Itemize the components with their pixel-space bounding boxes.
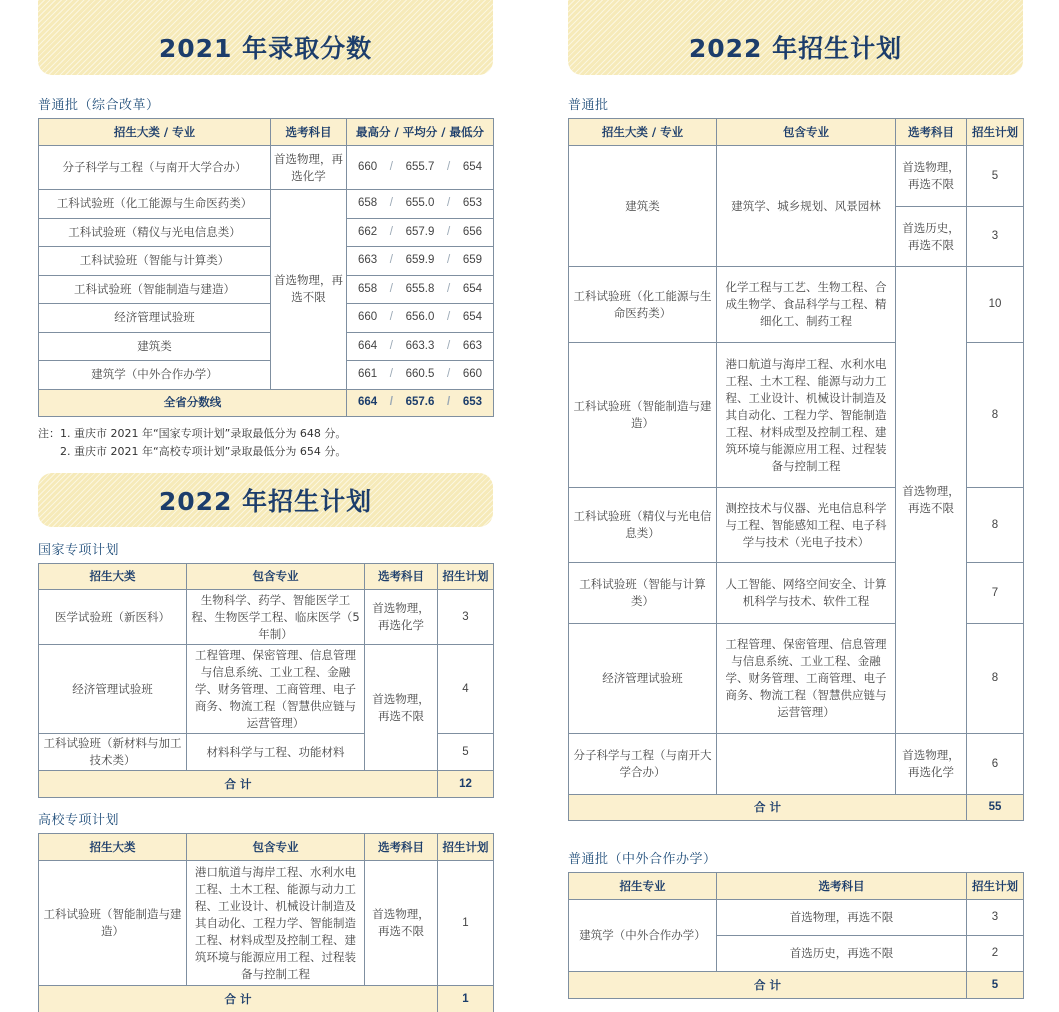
- header-subject: 选考科目: [365, 564, 438, 590]
- category-name: 工科试验班（精仪与光电信息类）: [39, 218, 271, 247]
- total-row: [569, 972, 1024, 999]
- included-majors: 港口航道与海岸工程、水利水电工程、土木工程、能源与动力工程、工业设计、机械设计制造及其自动化、工程力学、智能制造工程、材料成型及控制工程、建筑环境与能源应用工程、过程装备与控制工程: [717, 343, 896, 488]
- avg-score: 656.0: [405, 311, 435, 324]
- category-name: 工科试验班（新材料与加工技术类）: [39, 734, 187, 771]
- plan-count: 3: [967, 207, 1024, 267]
- banner-2022-plan: [38, 473, 493, 527]
- subject-requirement: 首选物理，再选不限: [365, 861, 438, 986]
- plan-count: 10: [967, 267, 1024, 343]
- separator: /: [447, 225, 451, 238]
- table-row: [39, 190, 494, 219]
- subject-requirement: 首选物理，再选不限: [717, 900, 967, 936]
- total-label: 合 计: [569, 972, 967, 999]
- separator: /: [447, 396, 451, 408]
- separator: /: [389, 197, 393, 210]
- included-majors: 人工智能、网络空间安全、计算机科学与技术、软件工程: [717, 563, 896, 624]
- total-row: [569, 795, 1024, 821]
- included-majors: 建筑学、城乡规划、风景园林: [717, 146, 896, 267]
- total-plan: 5: [967, 972, 1024, 999]
- regular-plan-table: [568, 118, 1024, 821]
- score-cell: [347, 332, 494, 361]
- separator: /: [389, 225, 393, 238]
- avg-score: 659.9: [405, 254, 435, 267]
- plan-count: 7: [967, 563, 1024, 624]
- avg-score: 655.8: [405, 282, 435, 295]
- section-label-regular-batch: 普通批: [568, 98, 609, 113]
- total-label: 合 计: [569, 795, 967, 821]
- category-name: 工科试验班（智能制造与建造）: [569, 343, 717, 488]
- sino-foreign-plan-table: [568, 872, 1024, 999]
- category-name: 工科试验班（化工能源与生命医药类）: [569, 267, 717, 343]
- min-score: 656: [462, 225, 482, 238]
- max-score: 664: [358, 396, 378, 408]
- plan-count: 8: [967, 343, 1024, 488]
- total-label: 合 计: [39, 771, 438, 798]
- plan-count: 5: [438, 734, 494, 771]
- header-subject: 选考科目: [896, 119, 967, 146]
- category-name: 建筑类: [569, 146, 717, 267]
- table-header-row: [569, 873, 1024, 900]
- included-majors: [717, 734, 896, 795]
- min-score: 654: [462, 161, 482, 173]
- score-cell: [347, 218, 494, 247]
- subject-requirement: 首选物理，再选化学: [896, 734, 967, 795]
- separator: /: [389, 254, 393, 267]
- category-name: 经济管理试验班: [569, 624, 717, 734]
- category-name: 工科试验班（化工能源与生命医药类）: [39, 190, 271, 219]
- separator: /: [447, 254, 451, 267]
- included-majors: 生物科学、药学、智能医学工程、生物医学工程、临床医学（5 年制）: [187, 590, 365, 645]
- category-name: 工科试验班（智能与计算类）: [569, 563, 717, 624]
- header-majors: 包含专业: [187, 564, 365, 590]
- section-label-sino-foreign: 普通批（中外合作办学）: [568, 852, 717, 867]
- header-plan: 招生计划: [438, 564, 494, 590]
- banner-2022-plan: [568, 0, 1023, 75]
- header-plan: 招生计划: [438, 834, 494, 861]
- category-name: 工科试验班（智能制造与建造）: [39, 275, 271, 304]
- max-score: 661: [358, 368, 378, 381]
- avg-score: 655.0: [405, 197, 435, 210]
- subject-requirement: 首选历史，再选不限: [717, 936, 967, 972]
- category-name: 工科试验班（智能与计算类）: [39, 247, 271, 276]
- plan-count: 8: [967, 624, 1024, 734]
- max-score: 664: [358, 339, 378, 352]
- avg-score: 655.7: [405, 161, 435, 173]
- table-row: [39, 218, 494, 247]
- category-name: 经济管理试验班: [39, 645, 187, 734]
- section-label-national-plan: 国家专项计划: [38, 543, 120, 558]
- score-cell: [347, 275, 494, 304]
- max-score: 662: [358, 225, 378, 238]
- min-score: 653: [462, 197, 482, 210]
- score-cell: [347, 389, 494, 416]
- subject-requirement: 首选物理，再选化学: [365, 590, 438, 645]
- avg-score: 663.3: [405, 339, 435, 352]
- header-category: 招生大类: [39, 834, 187, 861]
- avg-score: 660.5: [405, 368, 435, 381]
- banner-title: 2022 年招生计划: [158, 487, 373, 516]
- min-score: 653: [462, 396, 482, 408]
- total-row: [39, 771, 494, 798]
- separator: /: [447, 161, 451, 173]
- min-score: 659: [462, 254, 482, 267]
- separator: /: [447, 197, 451, 210]
- table-row: [39, 247, 494, 276]
- header-scores: 最高分 / 平均分 / 最低分: [347, 119, 494, 146]
- score-cell: [347, 304, 494, 333]
- table-row: [569, 267, 1024, 343]
- university-plan-table: [38, 833, 494, 1012]
- total-label: 全省分数线: [39, 389, 347, 416]
- total-plan: 55: [967, 795, 1024, 821]
- subject-requirement: 首选物理，再选不限: [365, 645, 438, 771]
- notes: [38, 425, 346, 461]
- table-row: [569, 900, 1024, 936]
- table-row: [569, 146, 1024, 207]
- max-score: 660: [358, 161, 378, 173]
- max-score: 663: [358, 254, 378, 267]
- category-name: 工科试验班（智能制造与建造）: [39, 861, 187, 986]
- banner-2021-scores: [38, 0, 493, 75]
- included-majors: 港口航道与海岸工程、水利水电工程、土木工程、能源与动力工程、工业设计、机械设计制造及其自动化、工程力学、智能制造工程、材料成型及控制工程、建筑环境与能源应用工程、过程装备与控制工程: [187, 861, 365, 986]
- category-name: 分子科学与工程（与南开大学合办）: [569, 734, 717, 795]
- section-label-university-plan: 高校专项计划: [38, 813, 120, 828]
- header-category: 招生大类 / 专业: [569, 119, 717, 146]
- table-header-row: [39, 119, 494, 146]
- banner-title: 2022 年招生计划: [688, 34, 903, 63]
- included-majors: 测控技术与仪器、光电信息科学与工程、智能感知工程、电子科学与技术（光电子技术）: [717, 488, 896, 563]
- table-row: [39, 146, 494, 190]
- table-row: [39, 361, 494, 390]
- header-subject: 选考科目: [717, 873, 967, 900]
- banner-title: 2021 年录取分数: [158, 34, 373, 63]
- min-score: 654: [462, 311, 482, 324]
- header-category: 招生大类 / 专业: [39, 119, 271, 146]
- score-cell: [347, 361, 494, 390]
- total-row: [39, 986, 494, 1012]
- table-row: [39, 275, 494, 304]
- min-score: 660: [462, 368, 482, 381]
- category-name: 分子科学与工程（与南开大学合办）: [39, 146, 271, 190]
- table-header-row: [569, 119, 1024, 146]
- header-plan: 招生计划: [967, 119, 1024, 146]
- separator: /: [389, 311, 393, 324]
- header-plan: 招生计划: [967, 873, 1024, 900]
- score-cell: [347, 146, 494, 190]
- subject-requirement: 首选物理，再选不限: [896, 146, 967, 207]
- min-score: 663: [462, 339, 482, 352]
- included-majors: 工程管理、保密管理、信息管理与信息系统、工业工程、金融学、财务管理、工商管理、电子商务、物流工程（智慧供应链与运营管理）: [187, 645, 365, 734]
- subject-requirement: 首选物理，再选化学: [271, 146, 347, 190]
- separator: /: [389, 396, 393, 408]
- table-header-row: [39, 834, 494, 861]
- separator: /: [389, 282, 393, 295]
- score-cell: [347, 247, 494, 276]
- total-label: 合 计: [39, 986, 438, 1012]
- separator: /: [389, 161, 393, 173]
- header-major: 招生专业: [569, 873, 717, 900]
- max-score: 658: [358, 197, 378, 210]
- header-category: 招生大类: [39, 564, 187, 590]
- section-label-regular-batch-reform: 普通批（综合改革）: [38, 98, 160, 113]
- min-score: 654: [462, 282, 482, 295]
- table-row: [569, 734, 1024, 795]
- note-1: 注：1. 重庆市 2021 年“国家专项计划”录取最低分为 648 分。: [38, 427, 347, 440]
- separator: /: [447, 339, 451, 352]
- note-2: 2. 重庆市 2021 年“高校专项计划”录取最低分为 654 分。: [60, 445, 347, 458]
- category-name: 经济管理试验班: [39, 304, 271, 333]
- subject-requirement: 首选物理，再选不限: [271, 190, 347, 390]
- major-name: 建筑学（中外合作办学）: [569, 900, 717, 972]
- category-name: 工科试验班（精仪与光电信息类）: [569, 488, 717, 563]
- table-row: [39, 304, 494, 333]
- separator: /: [389, 368, 393, 381]
- category-name: 建筑学（中外合作办学）: [39, 361, 271, 390]
- plan-count: 4: [438, 645, 494, 734]
- category-name: 建筑类: [39, 332, 271, 361]
- included-majors: 工程管理、保密管理、信息管理与信息系统、工业工程、金融学、财务管理、工商管理、电子商务、物流工程（智慧供应链与运营管理）: [717, 624, 896, 734]
- plan-count: 2: [967, 936, 1024, 972]
- total-plan: 12: [438, 771, 494, 798]
- national-plan-table: [38, 563, 494, 798]
- table-row: [39, 332, 494, 361]
- plan-count: 3: [967, 900, 1024, 936]
- header-majors: 包含专业: [187, 834, 365, 861]
- avg-score: 657.9: [405, 225, 435, 238]
- included-majors: 化学工程与工艺、生物工程、合成生物学、食品科学与工程、精细化工、制药工程: [717, 267, 896, 343]
- table-row: [39, 590, 494, 645]
- max-score: 658: [358, 282, 378, 295]
- subject-requirement: 首选历史，再选不限: [896, 207, 967, 267]
- plan-count: 6: [967, 734, 1024, 795]
- plan-count: 8: [967, 488, 1024, 563]
- plan-count: 3: [438, 590, 494, 645]
- table-row: [39, 861, 494, 986]
- separator: /: [447, 282, 451, 295]
- separator: /: [447, 368, 451, 381]
- separator: /: [389, 339, 393, 352]
- total-plan: 1: [438, 986, 494, 1012]
- score-cell: [347, 190, 494, 219]
- included-majors: 材料科学与工程、功能材料: [187, 734, 365, 771]
- total-row: [39, 389, 494, 416]
- avg-score: 657.6: [405, 396, 435, 408]
- header-subject: 选考科目: [365, 834, 438, 861]
- header-majors: 包含专业: [717, 119, 896, 146]
- table-header-row: [39, 564, 494, 590]
- table-row: [39, 645, 494, 734]
- category-name: 医学试验班（新医科）: [39, 590, 187, 645]
- subject-requirement: 首选物理，再选不限: [896, 267, 967, 734]
- scores-2021-table: [38, 118, 494, 417]
- separator: /: [447, 311, 451, 324]
- header-subject: 选考科目: [271, 119, 347, 146]
- plan-count: 5: [967, 146, 1024, 207]
- max-score: 660: [358, 311, 378, 324]
- plan-count: 1: [438, 861, 494, 986]
